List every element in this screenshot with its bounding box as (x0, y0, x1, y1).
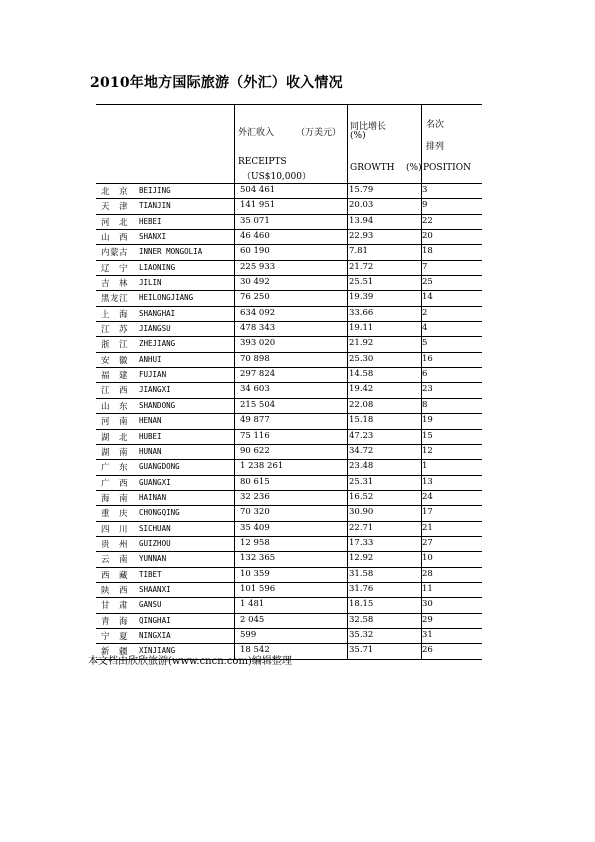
table-row (96, 215, 482, 230)
province-en-cell: ANHUI (139, 354, 162, 364)
column-divider (347, 276, 348, 290)
province-en-cell: HUNAN (139, 446, 162, 456)
province-cn-cell: 浙 江 (101, 340, 129, 351)
column-divider (347, 399, 348, 413)
province-en-cell: SHANXI (139, 232, 167, 242)
column-divider (234, 537, 235, 551)
province-en-cell: GUIZHOU (139, 538, 171, 548)
province-cn-cell: 黑龙江 (101, 294, 129, 305)
receipts-cell: 75 116 (240, 430, 270, 441)
column-divider (347, 199, 348, 213)
column-divider (234, 476, 235, 490)
growth-cell: 15.79 (349, 185, 374, 195)
receipts-cell: 35 071 (240, 215, 270, 226)
receipts-cell: 70 320 (240, 507, 270, 518)
receipts-cn-header: 外汇收入 (238, 128, 275, 138)
receipts-cell: 46 460 (240, 231, 270, 242)
column-divider (234, 105, 235, 183)
position-cell: 4 (422, 323, 428, 334)
province-cn-cell: 山 东 (101, 401, 129, 412)
growth-cn-header: 同比增长 (350, 122, 387, 132)
receipts-cell: 132 365 (240, 553, 276, 564)
column-divider (234, 184, 235, 198)
column-divider (347, 291, 348, 305)
growth-cell: 16.52 (349, 491, 374, 502)
column-divider (347, 445, 348, 459)
position-cell: 12 (422, 445, 433, 456)
growth-cell: 21.72 (349, 261, 374, 272)
growth-cell: 20.03 (349, 200, 374, 211)
position-cell: 31 (422, 629, 433, 640)
column-divider (234, 230, 235, 244)
tourism-receipts-table (96, 104, 482, 660)
province-en-cell: FUJIAN (139, 370, 167, 380)
province-cn-cell: 湖 南 (101, 447, 129, 458)
table-row (96, 199, 482, 214)
receipts-cell: 1 238 261 (240, 461, 284, 472)
position-cell: 16 (422, 353, 433, 364)
growth-cell: 13.94 (349, 215, 374, 226)
table-row (96, 430, 482, 445)
growth-cell: 15.18 (349, 415, 374, 426)
province-en-cell: JILIN (139, 278, 162, 288)
growth-cell: 30.90 (349, 507, 374, 518)
receipts-cell: 225 933 (240, 261, 276, 272)
growth-cell: 7.81 (349, 246, 368, 257)
table-row (96, 184, 482, 199)
province-cn-cell: 河 南 (101, 417, 129, 428)
growth-cell: 33.66 (349, 307, 374, 318)
column-divider (347, 105, 348, 183)
column-divider (347, 368, 348, 382)
table-row (96, 230, 482, 245)
position-cell: 2 (422, 307, 428, 318)
province-en-cell: NINGXIA (139, 630, 171, 640)
growth-cell: 22.08 (349, 399, 374, 410)
growth-cell: 25.51 (349, 277, 374, 288)
column-divider (234, 414, 235, 428)
receipts-cell: 49 877 (240, 415, 270, 426)
position-cell: 6 (422, 369, 428, 380)
position-cell: 23 (422, 384, 433, 395)
position-cell: 25 (422, 277, 433, 288)
growth-cell: 12.92 (349, 553, 374, 564)
province-en-cell: GANSU (139, 600, 162, 610)
position-cell: 15 (422, 430, 433, 441)
column-divider (347, 337, 348, 351)
column-divider (234, 430, 235, 444)
growth-cell: 34.72 (349, 445, 374, 456)
receipts-cell: 297 824 (240, 369, 276, 380)
province-cn-cell: 新 疆 (101, 647, 129, 658)
province-cn-cell: 陕 西 (101, 585, 129, 596)
growth-pct-header: (%) (350, 131, 366, 141)
column-divider (347, 460, 348, 474)
column-divider (347, 568, 348, 582)
growth-cell: 19.39 (349, 292, 374, 303)
province-en-cell: CHONGQING (139, 508, 180, 518)
province-cn-cell: 云 南 (101, 555, 129, 566)
growth-cell: 35.32 (349, 629, 374, 640)
column-divider (347, 491, 348, 505)
column-divider (234, 322, 235, 336)
column-divider (347, 537, 348, 551)
province-en-cell: GUANGDONG (139, 462, 180, 472)
growth-cell: 35.71 (349, 645, 374, 656)
receipts-cell: 35 409 (240, 522, 270, 533)
table-row (96, 629, 482, 644)
column-divider (234, 291, 235, 305)
table-row (96, 537, 482, 552)
table-row (96, 491, 482, 506)
growth-cell: 47.23 (349, 430, 374, 441)
column-divider (234, 399, 235, 413)
receipts-cell: 90 622 (240, 445, 270, 456)
province-cn-cell: 北 京 (101, 187, 129, 197)
column-divider (347, 261, 348, 275)
column-divider (347, 583, 348, 597)
column-divider (347, 245, 348, 259)
column-divider (234, 583, 235, 597)
growth-cell: 32.58 (349, 614, 374, 625)
province-en-cell: YUNNAN (139, 554, 167, 564)
receipts-cell: 393 020 (240, 338, 276, 349)
position-cell: 7 (422, 261, 428, 272)
table-row (96, 445, 482, 460)
receipts-cell: 634 092 (240, 307, 276, 318)
receipts-cell: 18 542 (240, 645, 270, 656)
position-cell: 3 (422, 185, 428, 195)
position-cell: 14 (422, 292, 433, 303)
province-cn-cell: 四 川 (101, 524, 129, 535)
receipts-cell: 34 603 (240, 384, 270, 395)
column-divider (234, 568, 235, 582)
province-cn-cell: 天 津 (101, 202, 129, 213)
province-cn-cell: 内蒙古 (101, 248, 129, 259)
province-cn-cell: 江 苏 (101, 325, 129, 336)
position-cell: 20 (422, 231, 433, 242)
province-en-cell: TIANJIN (139, 201, 171, 211)
province-en-cell: LIAONING (139, 262, 176, 272)
growth-en-header: GROWTH (350, 163, 395, 173)
province-cn-cell: 海 南 (101, 493, 129, 504)
growth-cell: 19.42 (349, 384, 374, 395)
province-en-cell: GUANGXI (139, 477, 171, 487)
growth-cell: 23.48 (349, 461, 374, 472)
growth-cell: 17.33 (349, 537, 374, 548)
province-cn-cell: 江 西 (101, 386, 129, 397)
position-cell: 10 (422, 553, 433, 564)
column-divider (234, 506, 235, 520)
province-cn-cell: 河 北 (101, 217, 129, 228)
position-cell: 13 (422, 476, 433, 487)
receipts-cell: 1 481 (240, 599, 265, 610)
province-cn-cell: 山 西 (101, 233, 129, 244)
column-divider (234, 276, 235, 290)
table-row (96, 506, 482, 521)
column-divider (234, 215, 235, 229)
receipts-en-header: RECEIPTS (238, 157, 287, 167)
receipts-en-unit-header: （US$10,000） (242, 172, 311, 182)
column-divider (234, 261, 235, 275)
column-divider (347, 430, 348, 444)
position-cell: 24 (422, 491, 433, 502)
column-divider (347, 476, 348, 490)
province-en-cell: BEIJING (139, 186, 171, 195)
column-divider (234, 199, 235, 213)
growth-en-pct-header: (%) (406, 163, 422, 173)
receipts-cell: 60 190 (240, 246, 270, 257)
table-row (96, 307, 482, 322)
province-en-cell: SHANGHAI (139, 308, 176, 318)
column-divider (347, 644, 348, 658)
column-divider (234, 368, 235, 382)
table-row (96, 261, 482, 276)
province-cn-cell: 重 庆 (101, 509, 129, 520)
column-divider (347, 353, 348, 367)
province-en-cell: INNER MONGOLIA (139, 247, 203, 257)
receipts-cell: 76 250 (240, 292, 270, 303)
column-divider (234, 614, 235, 628)
receipts-cell: 30 492 (240, 277, 270, 288)
position-cell: 11 (422, 583, 433, 594)
province-cn-cell: 吉 林 (101, 279, 129, 290)
receipts-cell: 478 343 (240, 323, 276, 334)
column-divider (347, 414, 348, 428)
growth-cell: 31.76 (349, 583, 374, 594)
rank-cn-header-2: 排列 (426, 142, 445, 152)
growth-cell: 14.58 (349, 369, 374, 380)
province-cn-cell: 西 藏 (101, 570, 129, 581)
province-en-cell: HUBEI (139, 431, 162, 441)
growth-cell: 18.15 (349, 599, 374, 610)
position-cell: 19 (422, 415, 433, 426)
column-divider (234, 337, 235, 351)
province-cn-cell: 甘 肃 (101, 601, 129, 612)
column-divider (347, 629, 348, 643)
column-divider (234, 522, 235, 536)
position-cell: 17 (422, 507, 433, 518)
province-en-cell: SICHUAN (139, 523, 171, 533)
column-divider (234, 552, 235, 566)
receipts-cell: 32 236 (240, 491, 270, 502)
province-en-cell: SHANDONG (139, 400, 176, 410)
receipts-cell: 2 045 (240, 614, 265, 625)
receipts-cell: 70 898 (240, 353, 270, 364)
table-row (96, 353, 482, 368)
column-divider (347, 307, 348, 321)
receipts-unit-header: （万美元） (296, 128, 342, 138)
growth-cell: 19.11 (349, 323, 374, 334)
table-row (96, 337, 482, 352)
province-en-cell: HENAN (139, 416, 162, 426)
province-cn-cell: 安 徽 (101, 355, 129, 366)
position-cell: 5 (422, 338, 428, 349)
receipts-cell: 141 951 (240, 200, 276, 211)
position-cell: 1 (422, 461, 428, 472)
footer-note: 本文档由欣欣旅游(www.cncn.com)编辑整理 (88, 656, 292, 667)
position-cell: 27 (422, 537, 433, 548)
column-divider (234, 629, 235, 643)
province-en-cell: JIANGXI (139, 385, 171, 395)
column-divider (347, 383, 348, 397)
column-divider (234, 445, 235, 459)
column-divider (347, 506, 348, 520)
column-divider (347, 184, 348, 198)
column-divider (234, 307, 235, 321)
position-cell: 28 (422, 568, 433, 579)
position-cell: 26 (422, 645, 433, 656)
column-divider (347, 522, 348, 536)
page-title: 2010年地方国际旅游（外汇）收入情况 (90, 75, 343, 91)
position-cell: 8 (422, 399, 428, 410)
receipts-cell: 215 504 (240, 399, 276, 410)
province-en-cell: SHAANXI (139, 584, 171, 594)
growth-cell: 22.93 (349, 231, 374, 242)
table-row (96, 598, 482, 613)
province-en-cell: HEBEI (139, 216, 162, 226)
growth-cell: 22.71 (349, 522, 374, 533)
table-row (96, 522, 482, 537)
province-cn-cell: 上 海 (101, 309, 129, 320)
province-en-cell: JIANGSU (139, 324, 171, 334)
position-cell: 21 (422, 522, 433, 533)
rank-cn-header-1: 名次 (426, 120, 445, 130)
column-divider (234, 491, 235, 505)
receipts-cell: 12 958 (240, 537, 270, 548)
province-en-cell: HEILONGJIANG (139, 293, 194, 303)
table-row (96, 322, 482, 337)
table-row (96, 460, 482, 475)
position-cell: 29 (422, 614, 433, 625)
table-row (96, 399, 482, 414)
table-row (96, 583, 482, 598)
position-cell: 18 (422, 246, 433, 257)
province-cn-cell: 贵 州 (101, 539, 129, 550)
position-cell: 9 (422, 200, 428, 211)
province-cn-cell: 广 西 (101, 478, 129, 489)
column-divider (347, 215, 348, 229)
growth-cell: 21.92 (349, 338, 374, 349)
growth-cell: 25.31 (349, 476, 374, 487)
position-cell: 30 (422, 599, 433, 610)
table-row (96, 568, 482, 583)
province-en-cell: HAINAN (139, 492, 167, 502)
receipts-cell: 80 615 (240, 476, 270, 487)
table-row (96, 383, 482, 398)
column-divider (347, 230, 348, 244)
table-row (96, 368, 482, 383)
province-cn-cell: 青 海 (101, 616, 129, 627)
table-header (96, 104, 482, 184)
province-en-cell: ZHEJIANG (139, 339, 176, 349)
receipts-cell: 101 596 (240, 583, 276, 594)
column-divider (234, 460, 235, 474)
table-row (96, 291, 482, 306)
table-row (96, 276, 482, 291)
province-en-cell: TIBET (139, 569, 162, 579)
column-divider (234, 598, 235, 612)
province-cn-cell: 宁 夏 (101, 631, 129, 642)
province-en-cell: QINGHAI (139, 615, 171, 625)
province-cn-cell: 广 东 (101, 463, 129, 474)
province-cn-cell: 辽 宁 (101, 263, 129, 274)
receipts-cell: 10 359 (240, 568, 270, 579)
receipts-cell: 504 461 (240, 185, 276, 195)
column-divider (347, 552, 348, 566)
position-cell: 22 (422, 215, 433, 226)
column-divider (347, 614, 348, 628)
column-divider (234, 245, 235, 259)
table-row (96, 476, 482, 491)
table-body (96, 184, 482, 660)
table-row (96, 614, 482, 629)
rank-en-header: POSITION (423, 163, 471, 173)
column-divider (347, 322, 348, 336)
province-cn-cell: 福 建 (101, 371, 129, 382)
column-divider (347, 598, 348, 612)
province-cn-cell: 湖 北 (101, 432, 129, 443)
province-en-cell: XINJIANG (139, 646, 176, 656)
table-row (96, 245, 482, 260)
growth-cell: 31.58 (349, 568, 374, 579)
column-divider (234, 383, 235, 397)
receipts-cell: 599 (240, 629, 257, 640)
column-divider (234, 353, 235, 367)
growth-cell: 25.30 (349, 353, 374, 364)
table-row (96, 552, 482, 567)
table-row (96, 414, 482, 429)
